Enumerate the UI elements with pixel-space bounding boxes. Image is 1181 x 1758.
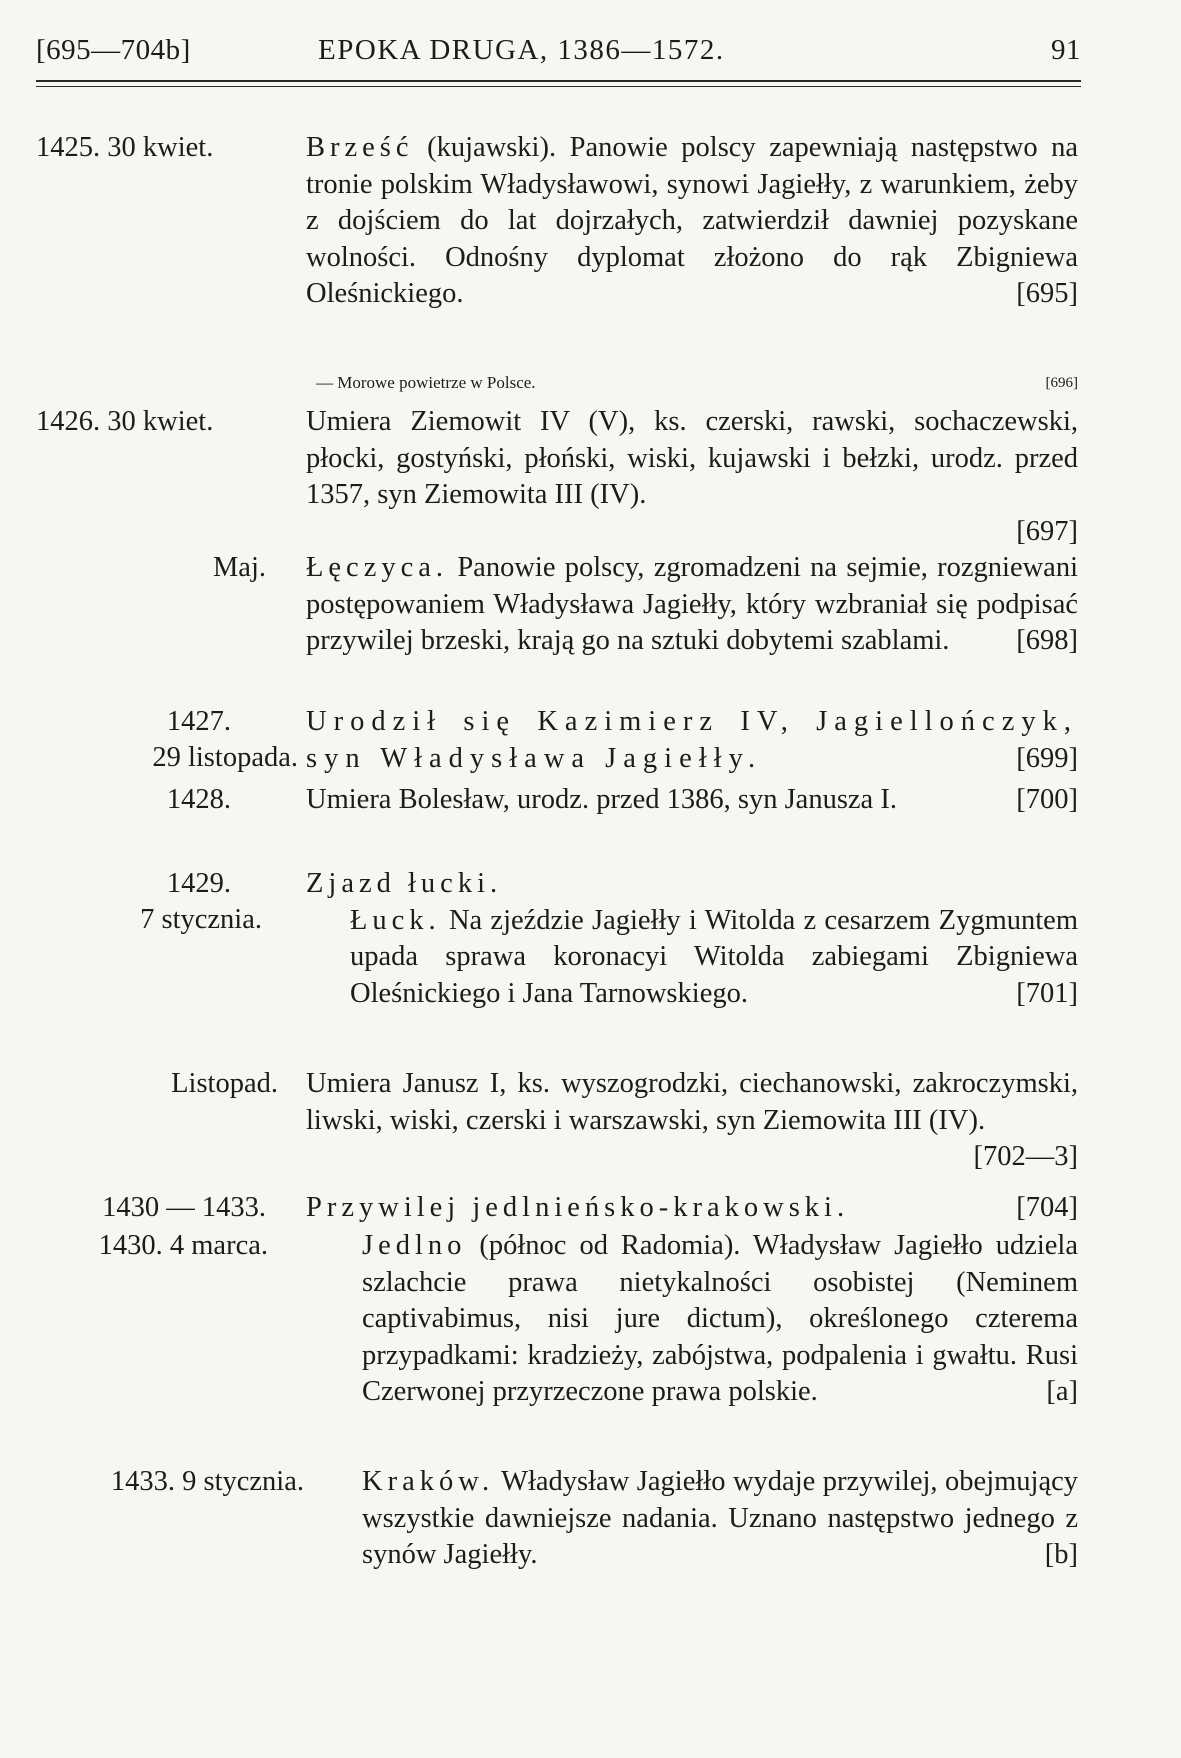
entry-date: 1426. 30 kwiet.: [36, 406, 214, 437]
entry-ref: [695]: [1016, 278, 1078, 309]
entry-date-day: 7 stycznia.: [140, 904, 262, 935]
entry-body: (kujawski). Panowie polscy zapewniają następstwo na tronie polskim Władysławowi, synowi Jagiełły, z warunkiem, żeby z dojściem do lat dojrzałych, zatwierdził dawniej pozyskane wolności. Odnośny dyplomat złożono do rąk Zbigniewa Oleśnickiego.: [306, 132, 1078, 309]
entry-date-year: 1427.: [166, 706, 231, 737]
entry-body: Umiera Bolesław, urodz. przed 1386, syn Janusza I.: [306, 784, 897, 815]
entry-text: [362, 1228, 1078, 1411]
header-rule: [36, 80, 1081, 82]
header-rule-thin: [36, 86, 1081, 87]
chronicle-entries: [36, 130, 1096, 1584]
entry-ref: [704]: [1016, 1192, 1078, 1223]
entry-date: 1430. 4 marca.: [98, 1230, 268, 1261]
entry-697: [36, 404, 1096, 550]
entry-text: [306, 1190, 1078, 1227]
entry-date: 1428.: [166, 784, 231, 815]
entry-698: [36, 550, 1096, 704]
header-range: [695—704b]: [36, 34, 191, 66]
page-number: 91: [1051, 34, 1081, 66]
entry-ref: [b]: [1044, 1539, 1078, 1570]
entry-695: [36, 130, 1096, 368]
entry-text: [306, 782, 1078, 819]
place-name: Kraków.: [362, 1466, 495, 1497]
entry-date: Maj.: [212, 552, 266, 583]
entry-701: [36, 866, 1096, 1066]
header-title: EPOKA DRUGA, 1386—1572.: [318, 34, 725, 66]
entry-text: [306, 404, 1078, 547]
entry-body: Władysław Jagiełło wydaje przywilej, obejmujący wszystkie dawniejsze nadania. Uznano następstwo jednego z synów Jagiełły.: [362, 1466, 1078, 1570]
entry-text: [306, 704, 1078, 777]
entry-date: 1430 — 1433.: [102, 1192, 266, 1223]
entry-text: [350, 903, 1078, 1013]
event-title: Zjazd łucki.: [306, 868, 503, 899]
running-header: [36, 34, 1081, 74]
entry-date-year: 1429.: [166, 868, 231, 899]
entry-699: [36, 704, 1096, 782]
place-name: Łuck.: [350, 904, 441, 936]
entry-body: Na zjeździe Jagiełły i Witolda z cesarzem Zygmuntem upada sprawa koronacyi Witolda zabiegami Zbigniewa Oleśnickiego i Jana Tarnowskiego.: [350, 904, 1078, 1009]
entry-date: Listopad.: [171, 1068, 278, 1099]
entry-702-3: [36, 1066, 1096, 1190]
entry-ref: [a]: [1046, 1376, 1078, 1407]
entry-ref: [697]: [1016, 515, 1078, 547]
entry-text: [306, 550, 1078, 660]
entry-text: [362, 1464, 1078, 1574]
entry-heading: [306, 866, 1078, 903]
entry-ref: [700]: [1016, 784, 1078, 815]
entry-text: [316, 368, 1078, 398]
entry-ref: [701]: [1016, 977, 1078, 1009]
entry-696: [36, 368, 1096, 404]
place-name: Łęczyca.: [306, 552, 449, 583]
place-name: Brześć: [306, 132, 414, 163]
entry-704: [36, 1190, 1096, 1228]
entry-body: — Morowe powietrze w Polsce.: [316, 373, 536, 392]
entry-ref: [698]: [1016, 625, 1078, 656]
entry-ref: [696]: [1045, 375, 1078, 391]
place-name: Jedlno: [362, 1230, 467, 1261]
entry-text: [306, 1066, 1078, 1172]
entry-a: [36, 1228, 1096, 1464]
entry-body: (północ od Radomia). Władysław Jagiełło udziela szlachcie prawa nietykalności osobistej (Neminem captivabimus, nisi jure dictum), określonego czterema przypadkami: kradzieży, zabójstwa, podpalenia i gwałtu. Rusi Czerwonej przyrzeczone prawa polskie.: [362, 1230, 1078, 1407]
entry-700: [36, 782, 1096, 866]
entry-b: [36, 1464, 1096, 1584]
event-title: Przywilej jedlnieńsko-krakowski.: [306, 1192, 850, 1223]
entry-body: Umiera Ziemowit IV (V), ks. czerski, rawski, sochaczewski, płocki, gostyński, płoński, wiski, kujawski i bełzki, urodz. przed 1357, syn Ziemowita III (IV).: [306, 406, 1078, 510]
entry-body: Panowie polscy, zgromadzeni na sejmie, rozgniewani postępowaniem Władysława Jagiełły, który wzbraniał się podpisać przywilej brzeski, krają go na sztuki dobytemi szablami.: [306, 552, 1078, 656]
entry-date: 1433. 9 stycznia.: [110, 1466, 304, 1497]
entry-date: 1425. 30 kwiet.: [36, 132, 214, 163]
entry-ref: [702—3]: [973, 1141, 1078, 1172]
entry-body: Umiera Janusz I, ks. wyszogrodzki, ciechanowski, zakroczymski, liwski, wiski, czerski i warszawski, syn Ziemowita III (IV).: [306, 1068, 1078, 1136]
entry-date-day: 29 listopada.: [152, 742, 298, 773]
entry-ref: [699]: [1016, 742, 1078, 774]
event-title: Urodził się Kazimierz IV, Jagiellończyk, syn Władysława Jagiełły.: [306, 706, 1078, 774]
entry-text: [306, 130, 1078, 313]
